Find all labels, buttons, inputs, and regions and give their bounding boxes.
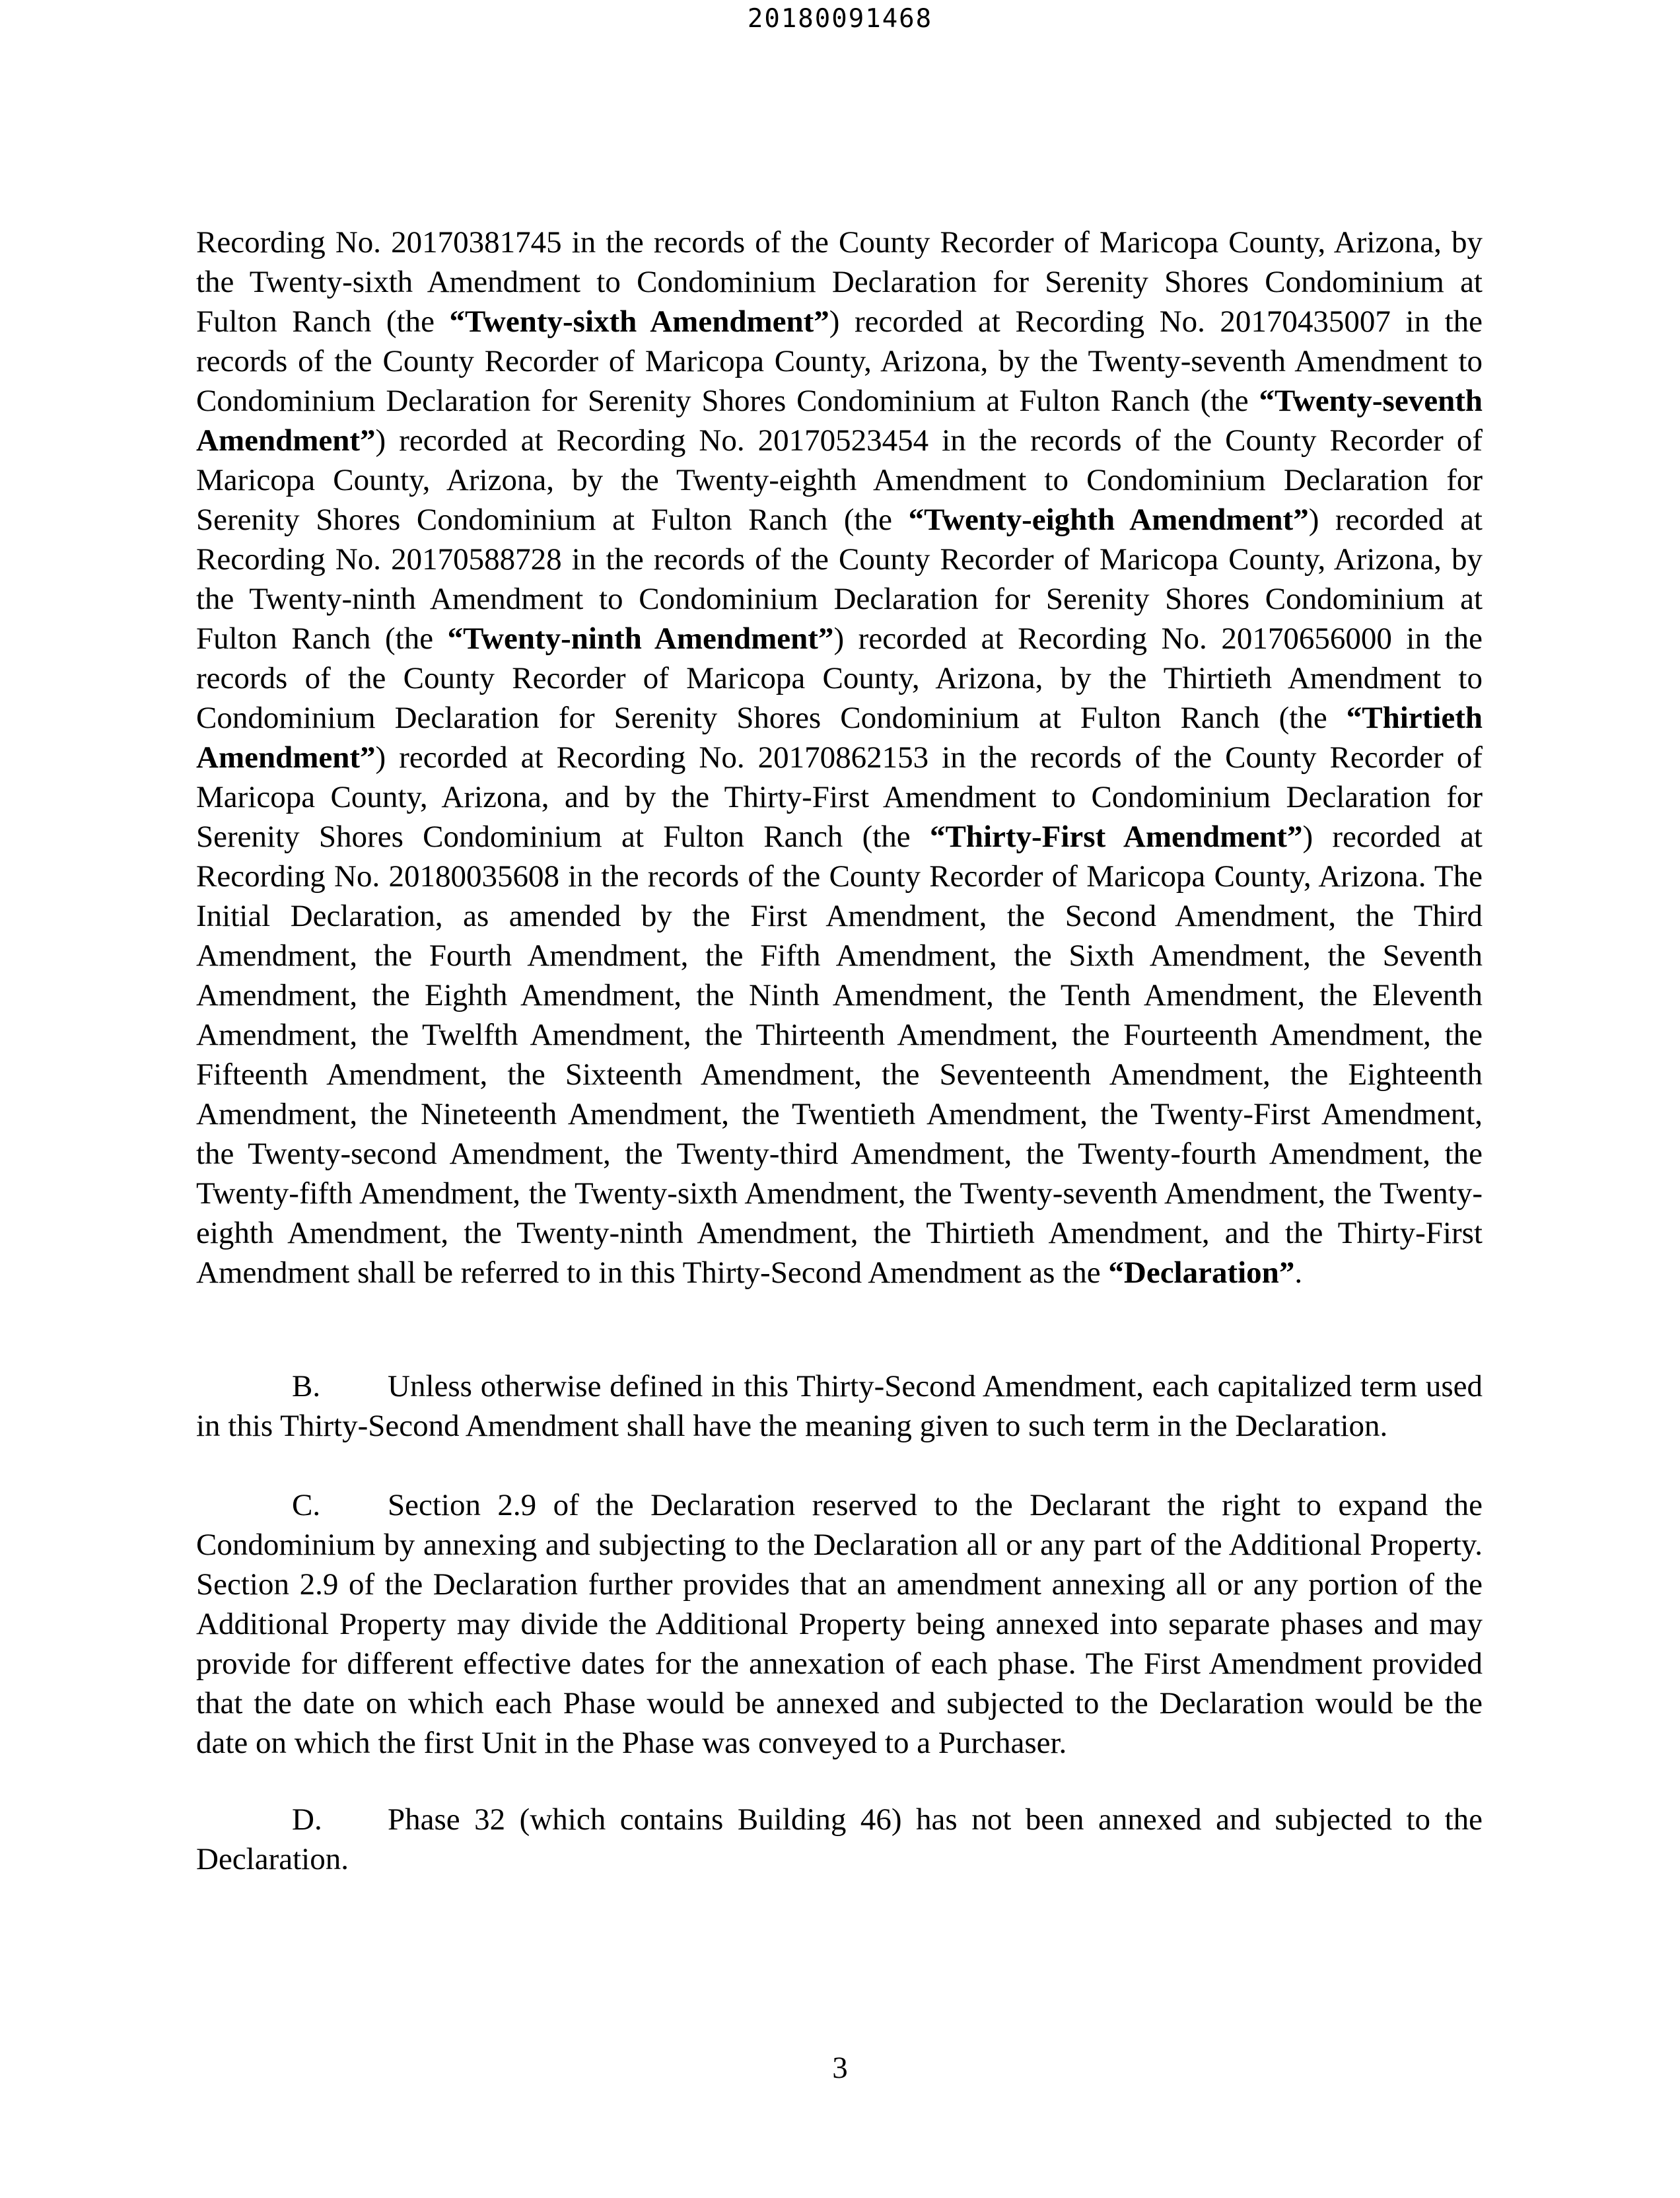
recital-paragraph-b	[196, 1366, 1483, 1446]
paragraph-label: D.	[292, 1802, 322, 1837]
paragraph-text: Phase 32 (which contains Building 46) has not been annexed and subjected to the Declaration.	[196, 1802, 1483, 1876]
defined-term: “Twenty-ninth Amendment”	[447, 621, 834, 656]
paragraph-label: C.	[292, 1488, 321, 1522]
defined-term: “Twenty-eighth Amendment”	[908, 503, 1309, 537]
defined-term: “Declaration”	[1108, 1256, 1295, 1290]
paragraph-text: .	[1294, 1256, 1303, 1290]
recording-number-header: 20180091468	[747, 4, 933, 34]
paragraph-text: Unless otherwise defined in this Thirty-Second Amendment, each capitalized term used in this Thirty-Second Amendment shall have the meaning given to such term in the Declaration.	[196, 1369, 1483, 1443]
paragraph-text: Section 2.9 of the Declaration reserved to the Declarant the right to expand the Condominium by annexing and subjecting to the Declaration all or any part of the Additional Property. Section 2.9 of the Declaration further provides that an amendment annexing all or any portion of the Additional Property may divide the Additional Property being annexed into separate phases and may provide for different effective dates for the annexation of each phase. The First Amendment provided that the date on which each Phase would be annexed and subjected to the Declaration would be the date on which the first Unit in the Phase was conveyed to a Purchaser.	[196, 1488, 1483, 1760]
defined-term: “Thirty-First Amendment”	[929, 820, 1303, 854]
paragraph-label: B.	[292, 1369, 321, 1403]
paragraph-text: ) recorded at Recording No. 20170523454 in the records of the County Recorder of Maricopa County, Arizona, by the Twenty-eighth Amendment to Condominium Declaration for Serenity Shores Condominium at Fulton Ranch (the	[196, 423, 1483, 537]
recital-paragraph-d	[196, 1800, 1483, 1879]
page-number: 3	[832, 2051, 848, 2085]
paragraph-text: ) recorded at Recording No. 20170588728 in the records of the County Recorder of Maricopa County, Arizona, by the Twenty-ninth Amendment to Condominium Declaration for Serenity Shores Condominium at Fulton Ranch (the	[196, 503, 1483, 656]
defined-term: “Twenty-seventh Amendment”	[196, 384, 1483, 458]
paragraph-text: ) recorded at Recording No. 20170862153 in the records of the County Recorder of Maricopa County, Arizona, and by the Thirty-First Amendment to Condominium Declaration for Serenity Shores Condominium at Fulton Ranch (the	[196, 740, 1483, 854]
defined-term: “Thirtieth Amendment”	[196, 701, 1483, 775]
recital-paragraph-c	[196, 1485, 1483, 1763]
paragraph-text: ) recorded at Recording No. 20180035608 in the records of the County Recorder of Maricopa County, Arizona. The Initial Declaration, as amended by the First Amendment, the Second Amendment, the Third Amendment, the Fourth Amendment, the Fifth Amendment, the Sixth Amendment, the Seventh Amendment, the Eighth Amendment, the Ninth Amendment, the Tenth Amendment, the Eleventh Amendment, the Twelfth Amendment, the Thirteenth Amendment, the Fourteenth Amendment, the Fifteenth Amendment, the Sixteenth Amendment, the Seventeenth Amendment, the Eighteenth Amendment, the Nineteenth Amendment, the Twentieth Amendment, the Twenty-First Amendment, the Twenty-second Amendment, the Twenty-third Amendment, the Twenty-fourth Amendment, the Twenty-fifth Amendment, the Twenty-sixth Amendment, the Twenty-seventh Amendment, the Twenty-eighth Amendment, the Twenty-ninth Amendment, the Thirtieth Amendment, and the Thirty-First Amendment shall be referred to in this Thirty-Second Amendment as the	[196, 820, 1483, 1290]
paragraph-text: Recording No. 20170381745 in the records of the County Recorder of Maricopa County, Arizona, by the Twenty-sixth Amendment to Condominium Declaration for Serenity Shores Condominium at Fulton Ranch (the	[196, 225, 1483, 339]
paragraph-text: ) recorded at Recording No. 20170435007 in the records of the County Recorder of Maricopa County, Arizona, by the Twenty-seventh Amendment to Condominium Declaration for Serenity Shores Condominium at Fulton Ranch (the	[196, 304, 1483, 418]
paragraph-text: ) recorded at Recording No. 20170656000 in the records of the County Recorder of Maricopa County, Arizona, by the Thirtieth Amendment to Condominium Declaration for Serenity Shores Condominium at Fulton Ranch (the	[196, 621, 1483, 735]
defined-term: “Twenty-sixth Amendment”	[449, 304, 829, 339]
recital-paragraph-a-continued	[196, 223, 1483, 1293]
